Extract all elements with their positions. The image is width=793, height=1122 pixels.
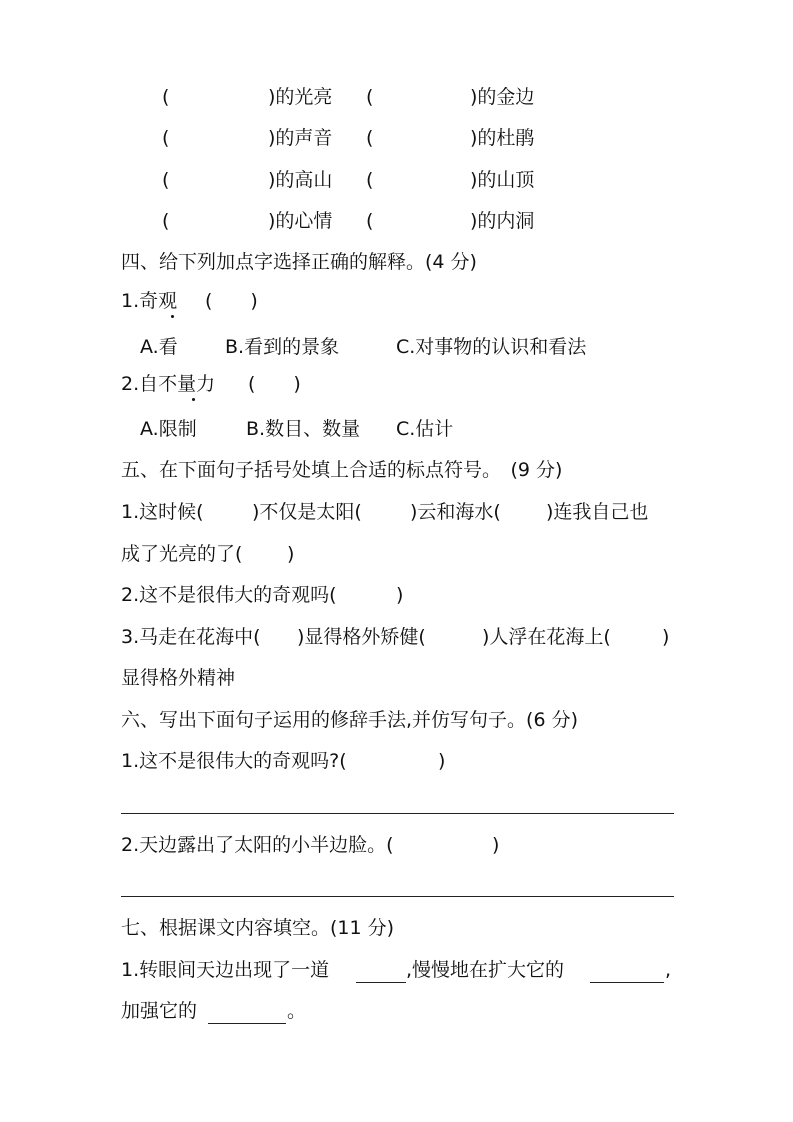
question-text: ,慢慢地在扩大它的 (406, 959, 565, 981)
option-a: A.看 (140, 336, 178, 358)
answer-line[interactable] (121, 896, 674, 897)
fill-phrase: )的光亮 (268, 86, 333, 108)
open-paren: ( (162, 210, 170, 232)
sentence-fragment: ) (287, 543, 295, 565)
fill-phrase: )的内洞 (470, 210, 535, 232)
sentence-fragment: ) (662, 626, 670, 648)
sentence-fragment: 显得格外精神 (121, 667, 236, 689)
sentence-fragment: ) (396, 584, 404, 606)
sentence-fragment: 3.马走在花海中( (121, 626, 261, 648)
question-text: 。 (287, 1000, 307, 1022)
fill-phrase: )的山顶 (470, 169, 535, 191)
question-text: 1.这不是很伟大的奇观吗?( (121, 750, 347, 772)
section-heading: 五、在下面句子括号处填上合适的标点符号。 (9 分) (121, 459, 563, 481)
sentence-fragment: 成了光亮的了( (121, 543, 243, 565)
option-b: B.数目、数量 (246, 418, 361, 440)
sentence-fragment: )人浮在花海上( (482, 626, 611, 648)
question-text: 1.转眼间天边出现了一道 (121, 959, 330, 981)
answer-paren: ( ) (248, 373, 301, 395)
fill-blank[interactable] (590, 982, 664, 983)
fill-phrase: )的高山 (268, 169, 333, 191)
option-b: B.看到的景象 (225, 336, 340, 358)
emphasis-dot (171, 315, 174, 318)
fill-phrase: )的杜鹃 (470, 127, 535, 149)
answer-line[interactable] (121, 813, 674, 814)
open-paren: ( (366, 210, 374, 232)
open-paren: ( (162, 127, 170, 149)
sentence-fragment: 2.这不是很伟大的奇观吗( (121, 584, 337, 606)
emphasis-dot (192, 398, 195, 401)
sentence-fragment: )显得格外矫健( (297, 626, 426, 648)
fill-phrase: )的心情 (268, 210, 333, 232)
section-heading: 六、写出下面句子运用的修辞手法,并仿写句子。(6 分) (121, 709, 578, 731)
open-paren: ( (366, 86, 374, 108)
open-paren: ( (162, 86, 170, 108)
fill-blank[interactable] (356, 982, 406, 983)
answer-paren: ) (492, 834, 500, 856)
sentence-fragment: )连我自己也 (546, 501, 649, 523)
question-text: 2.天边露出了太阳的小半边脸。( (121, 834, 394, 856)
question-stem: 2.自不量力 (121, 373, 216, 395)
section-heading: 七、根据课文内容填空。(11 分) (121, 917, 395, 939)
fill-phrase: )的声音 (268, 127, 333, 149)
sentence-fragment: )云和海水( (410, 501, 501, 523)
sentence-fragment: )不仅是太阳( (252, 501, 362, 523)
fill-blank[interactable] (208, 1023, 286, 1024)
sentence-fragment: 1.这时候( (121, 501, 204, 523)
option-c: C.估计 (396, 418, 454, 440)
question-text: 加强它的 (121, 1000, 198, 1022)
open-paren: ( (366, 169, 374, 191)
option-c: C.对事物的认识和看法 (396, 336, 587, 358)
question-stem: 1.奇观 (121, 290, 178, 312)
option-a: A.限制 (140, 418, 197, 440)
question-text: , (665, 959, 672, 981)
section-heading: 四、给下列加点字选择正确的解释。(4 分) (121, 251, 477, 273)
fill-phrase: )的金边 (470, 86, 535, 108)
answer-paren: ) (438, 750, 446, 772)
open-paren: ( (366, 127, 374, 149)
open-paren: ( (162, 169, 170, 191)
answer-paren: ( ) (205, 290, 258, 312)
